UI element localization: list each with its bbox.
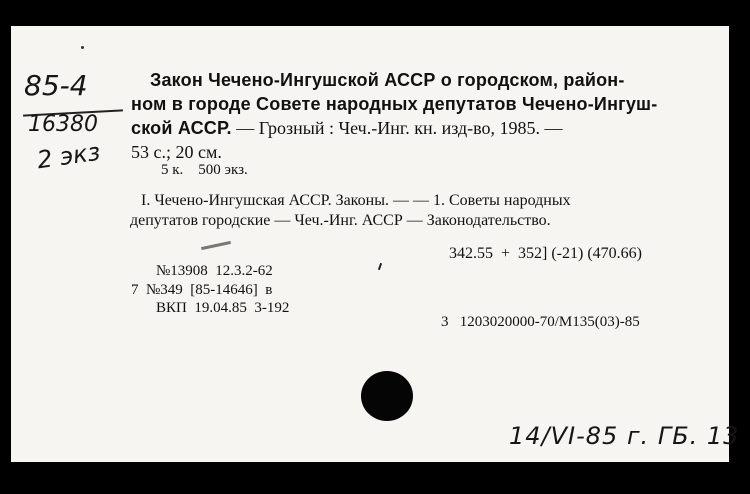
handwritten-shelfmark-bottom: 16380 xyxy=(28,112,98,137)
handwritten-copies-note: 2 экз xyxy=(35,137,102,175)
handwritten-shelfmark-top: 85-4 xyxy=(24,69,88,102)
entry-publication: — Грозный : Чеч.-Инг. кн. изд-во, 1985. — xyxy=(231,118,563,138)
entry-title-end: ской АССР. xyxy=(131,118,232,138)
handwritten-date-note: 14/VI-85 г. ГБ. 13 xyxy=(509,422,740,450)
entry-title-line-3 xyxy=(131,118,563,139)
speck xyxy=(201,241,231,250)
catalog-card xyxy=(11,26,740,462)
speck xyxy=(81,46,84,49)
registry-line-2: 7 №349 [85-14646] в xyxy=(131,282,273,298)
entry-pages-size: 53 с.; 20 см. xyxy=(131,142,222,162)
entry-title-line-1: Закон Чечено-Ингушской АССР о городском, район- xyxy=(150,70,625,90)
entry-price-run: 5 к. 500 экз. xyxy=(161,162,248,178)
registry-line-1: №13908 12.3.2-62 xyxy=(156,263,273,279)
subjects-line-1: I. Чечено-Ингушская АССР. Законы. — — 1. Советы народных xyxy=(141,192,571,209)
entry-title-line-2: ном в городе Совете народных депутатов Чечено-Ингуш- xyxy=(131,94,658,114)
subjects-line-2: депутатов городские — Чеч.-Инг. АССР — Законодательство. xyxy=(130,212,551,229)
classification-index: 342.55 + 352] (-21) (470.66) xyxy=(449,245,642,262)
registry-line-3: ВКП 19.04.85 3-192 xyxy=(156,300,290,316)
publication-code: 3 1203020000-70/M135(03)-85 xyxy=(441,314,640,330)
speck xyxy=(378,263,382,270)
punch-hole xyxy=(361,371,413,421)
